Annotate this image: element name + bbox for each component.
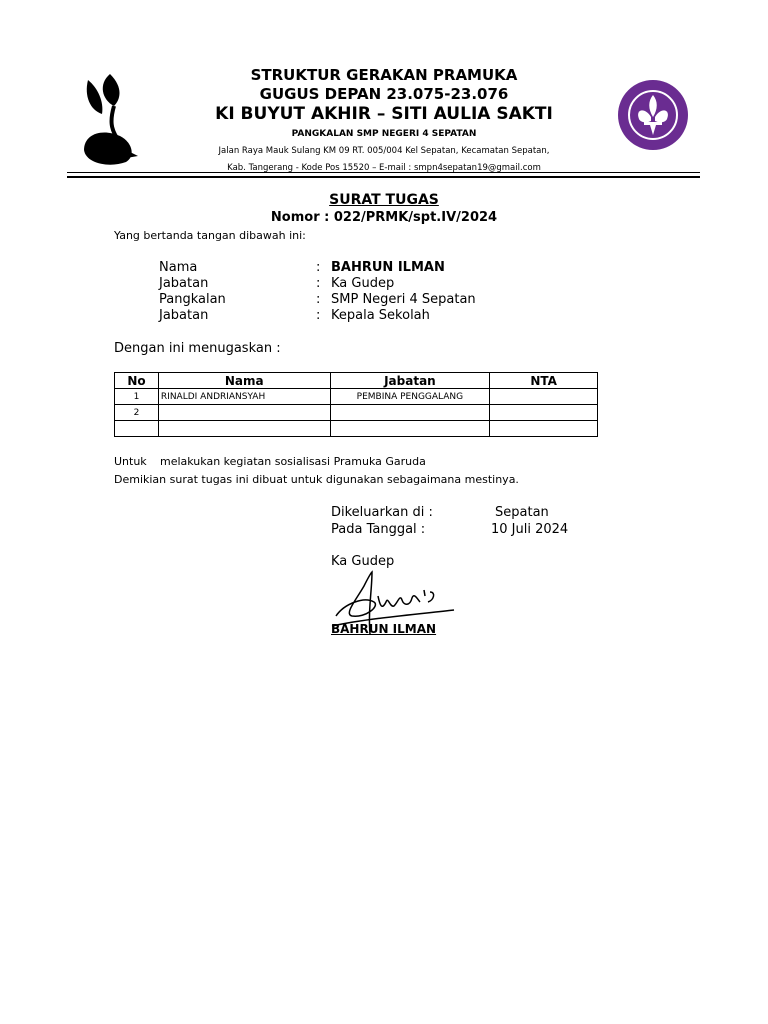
field-sep: : [316, 260, 321, 275]
field-value-pangkalan: SMP Negeri 4 Sepatan [331, 292, 476, 307]
letterhead-rule-thick [67, 176, 700, 178]
table-cell [330, 405, 490, 421]
date-value: 10 Juli 2024 [491, 522, 569, 537]
assignment-table [114, 372, 598, 437]
table-cell [330, 421, 490, 437]
header-line-3: KI BUYUT AKHIR – SITI AULIA SAKTI [215, 104, 553, 124]
field-sep: : [316, 308, 321, 323]
purpose-prefix: Untuk [114, 455, 147, 468]
table-cell [490, 405, 598, 421]
table-cell [158, 405, 330, 421]
field-sep: : [316, 292, 321, 307]
table-header-cell: No [115, 373, 159, 389]
signer-title: Ka Gudep [331, 554, 395, 569]
field-value-jabatan: Ka Gudep [331, 276, 395, 291]
field-label-pangkalan: Pangkalan [159, 292, 226, 307]
header-line-1: STRUKTUR GERAKAN PRAMUKA [250, 66, 518, 84]
table-cell [490, 421, 598, 437]
purpose-text: melakukan kegiatan sosialisasi Pramuka Garuda [160, 455, 426, 468]
closing-text: Demikian surat tugas ini dibuat untuk digunakan sebagaimana mestinya. [114, 473, 519, 486]
tunas-kelapa-logo-icon [80, 70, 140, 166]
table-cell [115, 421, 159, 437]
table-row [115, 405, 598, 421]
field-sep: : [316, 276, 321, 291]
table-cell [158, 421, 330, 437]
wosm-fleur-de-lis-icon [617, 79, 689, 151]
field-label-jabatan-2: Jabatan [159, 308, 209, 323]
table-cell [490, 389, 598, 405]
header-school: PANGKALAN SMP NEGERI 4 SEPATAN [291, 129, 477, 139]
field-label-jabatan: Jabatan [159, 276, 209, 291]
letter-title: SURAT TUGAS [329, 192, 439, 208]
table-cell: 1 [115, 389, 159, 405]
table-header-cell: NTA [490, 373, 598, 389]
issued-label: Dikeluarkan di : [331, 505, 433, 520]
table-cell: PEMBINA PENGGALANG [330, 389, 490, 405]
table-header-cell: Jabatan [330, 373, 490, 389]
assign-text: Dengan ini menugaskan : [114, 341, 281, 356]
intro-text: Yang bertanda tangan dibawah ini: [114, 229, 306, 242]
field-value-jabatan-2: Kepala Sekolah [331, 308, 430, 323]
table-cell: RINALDI ANDRIANSYAH [158, 389, 330, 405]
table-header-cell: Nama [158, 373, 330, 389]
header-line-2: GUGUS DEPAN 23.075-23.076 [259, 85, 509, 103]
signer-name: BAHRUN ILMAN [331, 622, 437, 636]
issued-value: Sepatan [495, 505, 549, 520]
table-row [115, 389, 598, 405]
letter-number: Nomor : 022/PRMK/spt.IV/2024 [270, 210, 498, 225]
date-label: Pada Tanggal : [331, 522, 426, 537]
table-header-row [115, 373, 598, 389]
table-cell: 2 [115, 405, 159, 421]
field-label-nama: Nama [159, 260, 198, 275]
letterhead-rule-thin [67, 172, 700, 173]
table-row [115, 421, 598, 437]
header-address-2: Kab. Tangerang - Kode Pos 15520 – E-mail : smpn4sepatan19@gmail.com [227, 163, 541, 173]
field-value-nama: BAHRUN ILMAN [331, 260, 445, 275]
header-address-1: Jalan Raya Mauk Sulang KM 09 RT. 005/004 Kel Sepatan, Kecamatan Sepatan, [218, 146, 550, 156]
